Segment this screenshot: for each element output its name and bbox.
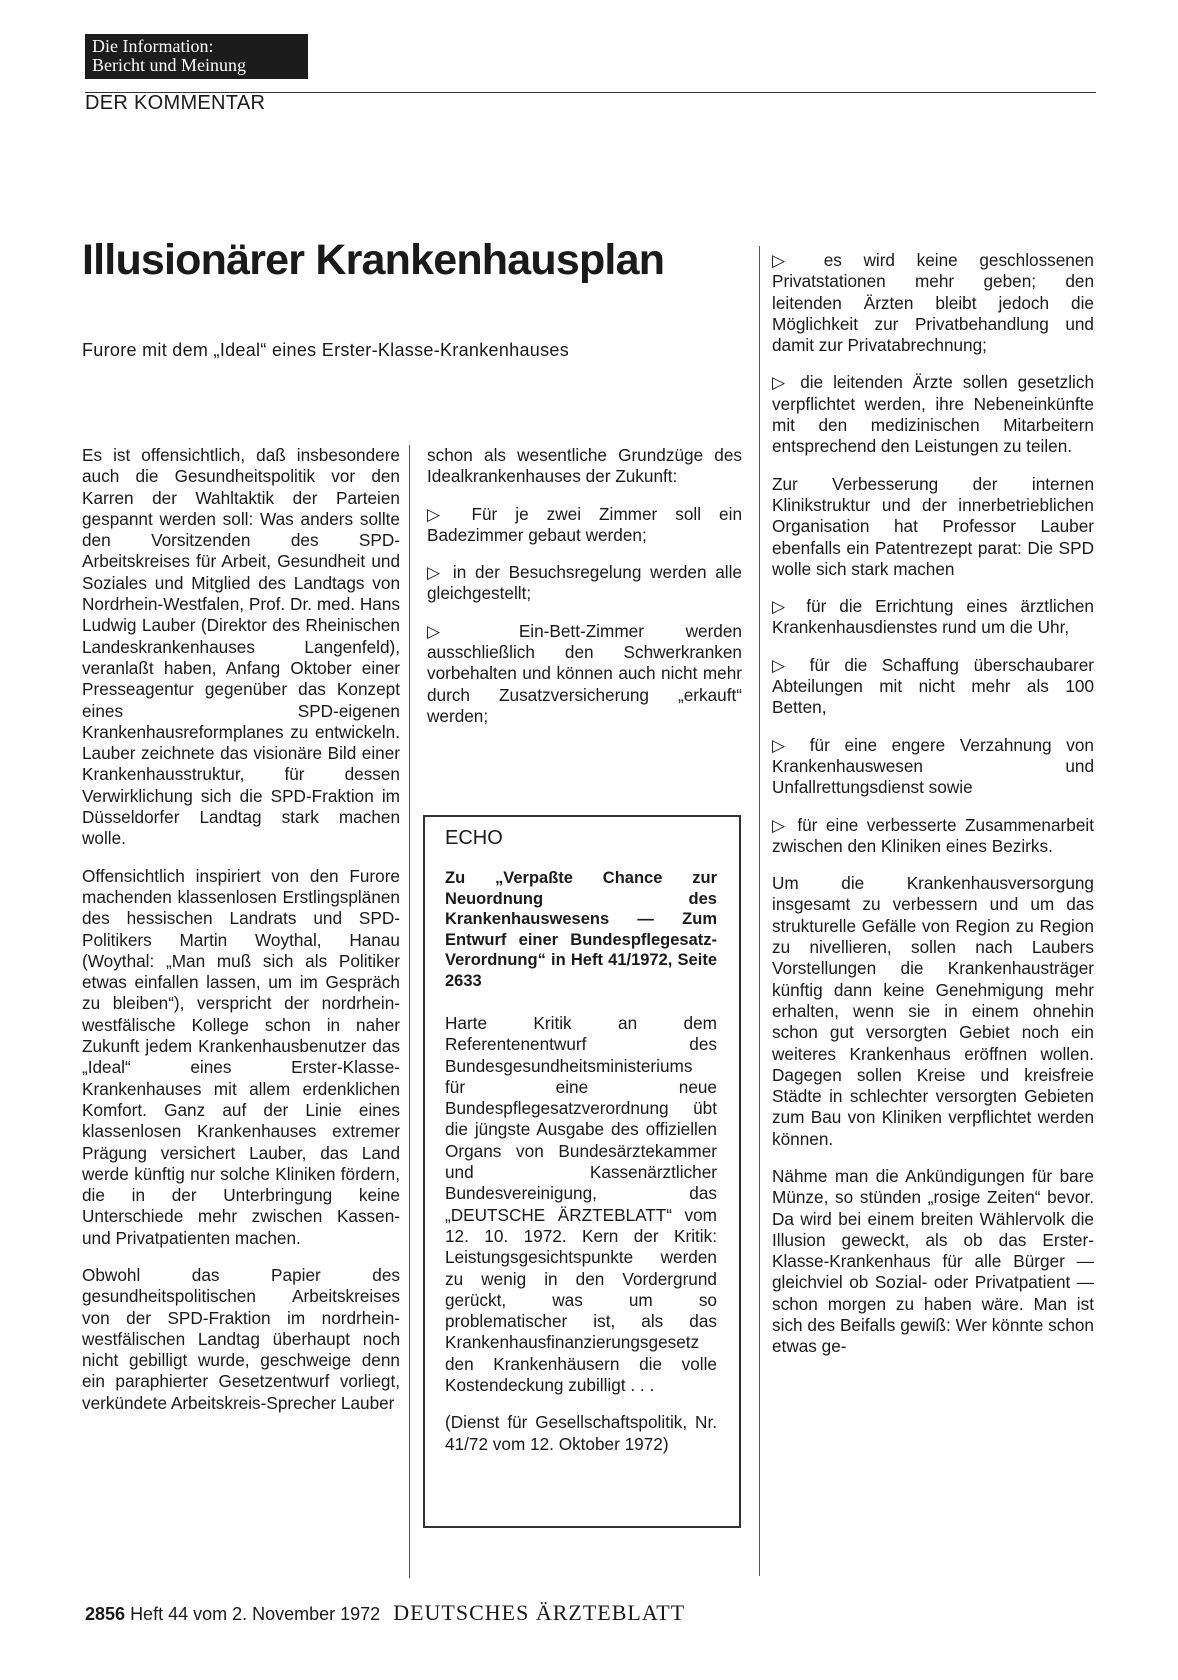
issue-info: Heft 44 vom 2. November 1972 <box>130 1604 381 1624</box>
section-label: DER KOMMENTAR <box>85 92 266 114</box>
column-3 <box>772 250 1094 1374</box>
echo-box <box>423 815 741 1528</box>
echo-label: ECHO <box>445 827 503 849</box>
list-item: ▷ für eine engere Verzahnung von Krankenhauswesen und Unfallrettungsdienst sowie <box>772 734 1094 798</box>
paragraph: schon als wesentliche Grundzüge des Idealkrankenhauses der Zukunft: <box>427 445 742 487</box>
page-footer <box>85 1600 685 1626</box>
echo-body: Harte Kritik an dem Referentenentwurf des Bundesgesundheitsministeriums für eine neue Bundespflegesatzverordnung übt die jüngste Ausgabe des offiziellen Organs von Bundesärztekammer und Kassenärztlicher Bundesvereinigung, das „DEUTSCHE ÄRZTEBLATT“ vom 12. 10. 1972. Kern der Kritik: Leistungsgesichtspunkte werden zu wenig in den Vordergrund gerückt, was um so problematischer ist, als das Krankenhausfinanzierungsgesetz den Krankenhäusern die volle Kostendeckung zubilligt . . . <box>445 1013 717 1396</box>
article-subtitle: Furore mit dem „Ideal“ eines Erster-Klasse-Krankenhauses <box>82 340 569 360</box>
echo-headline: Zu „Verpaßte Chance zur Neuordnung des Krankenhauswesens — Zum Entwurf einer Bundespflegesatz-Verordnung“ in Heft 41/1972, Seite 2633 <box>445 869 717 990</box>
column-divider <box>759 246 760 1576</box>
magazine-name: DEUTSCHES ÄRZTEBLATT <box>393 1600 686 1625</box>
list-item: ▷ Für je zwei Zimmer soll ein Badezimmer gebaut werden; <box>427 503 742 545</box>
list-item: ▷ es wird keine geschlossenen Privatstationen mehr geben; den leitenden Ärzten bleibt jedoch die Möglichkeit zur Privatbehandlung und damit zur Privatabrechnung; <box>772 250 1094 356</box>
paragraph: Nähme man die Ankündigungen für bare Münze, so stünden „rosige Zeiten“ bevor. Da wird bei einem breiten Wählervolk die Illusion geweckt, als ob das Erster-Klasse-Krankenhaus für alle Bürger — gleichviel ob Sozial- oder Privatpatient — schon morgen zu haben wäre. Man ist sich des Beifalls gewiß: Wer könnte schon etwas ge- <box>772 1165 1094 1357</box>
column-divider <box>409 445 410 1578</box>
list-item: ▷ für die Errichtung eines ärztlichen Krankenhausdienstes rund um die Uhr, <box>772 596 1094 638</box>
list-item: ▷ Ein-Bett-Zimmer werden ausschließlich den Schwerkranken vorbehalten und können auch nicht mehr durch Zusatzversicherung „erkauft“ werden; <box>427 620 742 726</box>
badge-line-2: Bericht und Meinung <box>92 55 246 75</box>
echo-source: (Dienst für Gesellschaftspolitik, Nr. 41/72 vom 12. Oktober 1972) <box>445 1412 717 1454</box>
paragraph: Um die Krankenhausversorgung insgesamt zu verbessern und um das strukturelle Gefälle von Region zu Region zu nivellieren, sollen nach Laubers Vorstellungen die Krankenhausträger künftig dann keine Genehmigung mehr erhalten, wenn sie in einem ohnehin schon gut versorgten Gebiet noch ein weiteres Krankenhaus eröffnen wollen. Dagegen sollen Kreise und kreisfreie Städte in schlechter versorgten Gebieten zum Bau von Kliniken verpflichtet werden können. <box>772 873 1094 1149</box>
paragraph: Zur Verbesserung der internen Klinikstruktur und der innerbetrieblichen Organisation hat Professor Lauber ebenfalls ein Patentrezept parat: Die SPD wolle sich stark machen <box>772 473 1094 579</box>
paragraph: Offensichtlich inspiriert von den Furore machenden klassenlosen Erstlingsplänen des hessischen Landrats und SPD-Politikers Martin Woythal, Hanau (Woythal: „Man muß sich als Politiker etwas einfallen lassen, um im Gespräch zu bleiben“), verspricht der nordrhein-westfälische Kollege schon in naher Zukunft jedem Krankenhausbenutzer das „Ideal“ eines Erster-Klasse-Krankenhauses mit allem erdenklichen Komfort. Ganz auf der Linie eines klassenlosen Krankenhauses extremer Prägung versichert Lauber, das Land werde künftig nur solche Kliniken fördern, die in der Unterbringung keine Unterschiede mehr zwischen Kassen- und Privatpatienten machen. <box>82 865 400 1248</box>
list-item: ▷ die leitenden Ärzte sollen gesetzlich verpflichtet werden, ihre Nebeneinkünfte mit den medizinischen Mitarbeitern entsprechend den Leistungen zu teilen. <box>772 372 1094 457</box>
badge-line-1: Die Information: <box>92 36 214 56</box>
list-item: ▷ in der Besuchsregelung werden alle gleichgestellt; <box>427 562 742 604</box>
article-title: Illusionärer Krankenhausplan <box>82 236 665 284</box>
column-1 <box>82 445 400 1430</box>
page-number: 2856 <box>85 1604 126 1624</box>
list-item: ▷ für eine verbesserte Zusammenarbeit zwischen den Kliniken eines Bezirks. <box>772 814 1094 856</box>
paragraph: Es ist offensichtlich, daß insbesondere auch die Gesundheitspolitik vor den Karren der Wahltaktik der Parteien gespannt werden soll: Was anders sollte den Vorsitzenden des SPD-Arbeitskreises für Arbeit, Gesundheit und Soziales und Mitglied des Landtags von Nordrhein-Westfalen, Prof. Dr. med. Hans Ludwig Lauber (Direktor des Rheinischen Landeskrankenhauses Langenfeld), veranlaßt haben, Anfang Oktober einer Presseagentur gegenüber das Konzept eines SPD-eigenen Krankenhausreformplanes zu entwickeln. Lauber zeichnete das visionäre Bild einer Krankenhausstruktur, für dessen Verwirklichung sich die SPD-Fraktion im Düsseldorfer Landtag stark machen wolle. <box>82 445 400 849</box>
column-2 <box>427 445 742 743</box>
section-badge <box>85 34 308 79</box>
paragraph: Obwohl das Papier des gesundheitspolitischen Arbeitskreises von der SPD-Fraktion im nordrhein-westfälischen Landtag überhaupt noch nicht gebilligt wurde, geschweige denn ein paraphierter Gesetzentwurf vorliegt, verkündete Arbeitskreis-Sprecher Lauber <box>82 1264 400 1413</box>
list-item: ▷ für die Schaffung überschaubarer Abteilungen mit nicht mehr als 100 Betten, <box>772 654 1094 718</box>
